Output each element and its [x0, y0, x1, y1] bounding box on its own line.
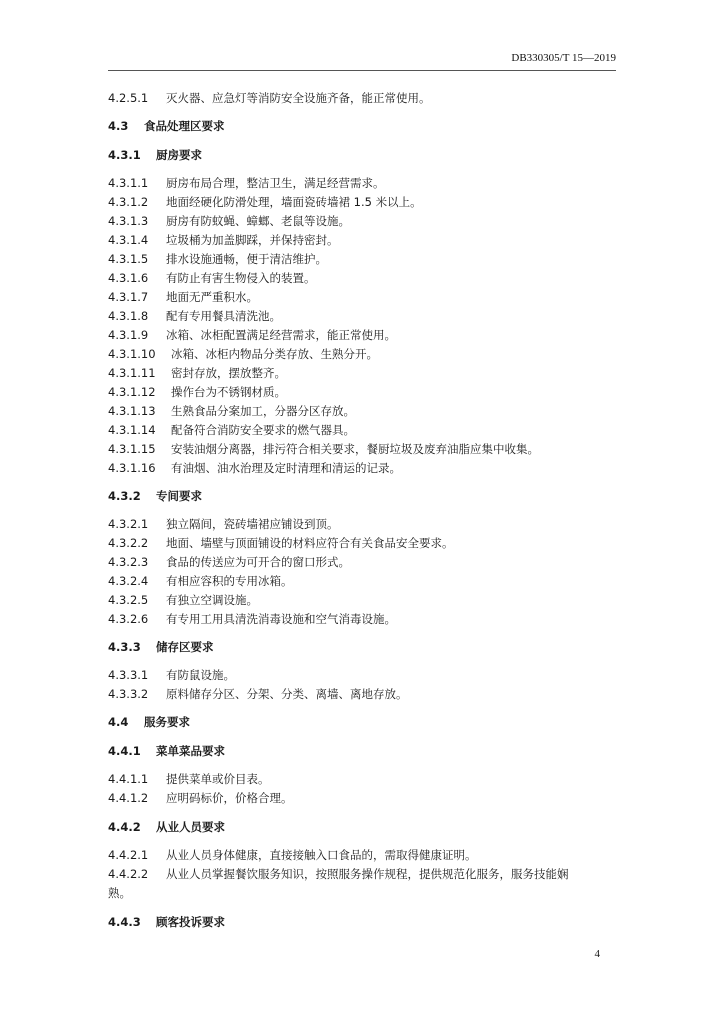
section-title: 专间要求: [156, 489, 202, 503]
clause-text: 从业人员掌握餐饮服务知识，按照服务操作规程，提供规范化服务，服务技能娴: [166, 867, 569, 881]
clause-text: 独立隔间，瓷砖墙裙应铺设到顶。: [166, 517, 339, 531]
clause-4-3-1-14: [108, 421, 620, 440]
clause-4-3-1-5: [108, 250, 620, 269]
clause-number: 4.4.1.1: [108, 772, 149, 786]
clause-number: 4.3.3.1: [108, 668, 149, 682]
clause-text: 地面无严重积水。: [166, 290, 258, 304]
clause-number: 4.3.1.3: [108, 214, 149, 228]
clause-4-3-1-7: [108, 288, 620, 307]
clause-4-3-1-12: [108, 383, 620, 402]
clause-4-2-5-1: [108, 89, 620, 108]
clause-number: 4.3.1.14: [108, 423, 156, 437]
section-4-4-3: [108, 913, 620, 932]
clause-text: 有独立空调设施。: [166, 593, 258, 607]
section-number: 4.3: [108, 119, 129, 133]
clause-number: 4.3.2.4: [108, 574, 149, 588]
clause-number: 4.3.2.6: [108, 612, 149, 626]
section-title: 厨房要求: [156, 148, 202, 162]
clause-4-3-2-3: [108, 553, 620, 572]
clause-number: 4.4.2.2: [108, 867, 149, 881]
clause-text: 冰箱、冰柜内物品分类存放、生熟分开。: [171, 347, 378, 361]
clause-text: 食品的传送应为可开合的窗口形式。: [166, 555, 350, 569]
clause-text: 地面、墙壁与顶面铺设的材料应符合有关食品安全要求。: [166, 536, 454, 550]
section-4-3: [108, 117, 620, 136]
section-title: 菜单菜品要求: [156, 744, 225, 758]
clause-number: 4.3.1.1: [108, 176, 149, 190]
section-title: 服务要求: [144, 715, 190, 729]
clause-4-3-1-3: [108, 212, 620, 231]
clause-text: 密封存放，摆放整齐。: [171, 366, 286, 380]
page-number: 4: [594, 948, 600, 960]
clause-text: 配备符合消防安全要求的燃气器具。: [171, 423, 355, 437]
clause-text: 原料储存分区、分架、分类、离墙、离地存放。: [166, 687, 408, 701]
clause-4-3-2-2: [108, 534, 620, 553]
clause-number: 4.3.3.2: [108, 687, 149, 701]
clause-text: 应明码标价，价格合理。: [166, 791, 293, 805]
clause-4-4-1-2: [108, 789, 620, 808]
clause-text: 排水设施通畅，便于清洁维护。: [166, 252, 327, 266]
clause-number: 4.4.1.2: [108, 791, 149, 805]
clause-number: 4.3.1.15: [108, 442, 156, 456]
clause-text: 有油烟、油水治理及定时清理和清运的记录。: [171, 461, 401, 475]
clause-4-3-2-1: [108, 515, 620, 534]
document-code: DB330305/T 15—2019: [511, 52, 616, 64]
clause-4-3-1-6: [108, 269, 620, 288]
clause-4-3-1-16: [108, 459, 620, 478]
clause-4-3-2-4: [108, 572, 620, 591]
section-number: 4.4.1: [108, 744, 141, 758]
clause-text: 有专用工用具清洗消毒设施和空气消毒设施。: [166, 612, 396, 626]
section-title: 食品处理区要求: [144, 119, 225, 133]
clause-text: 配有专用餐具清洗池。: [166, 309, 281, 323]
section-4-3-2: [108, 487, 620, 506]
clause-4-4-2-1: [108, 846, 620, 865]
clause-text: 有防鼠设施。: [166, 668, 235, 682]
section-number: 4.4.2: [108, 820, 141, 834]
section-number: 4.3.1: [108, 148, 141, 162]
section-4-3-1: [108, 146, 620, 165]
section-4-3-3: [108, 638, 620, 657]
clause-number: 4.3.1.7: [108, 290, 149, 304]
clause-number: 4.3.1.2: [108, 195, 149, 209]
section-number: 4.3.3: [108, 640, 141, 654]
clause-text: 提供菜单或价目表。: [166, 772, 270, 786]
clause-number: 4.3.1.8: [108, 309, 149, 323]
clause-text: 安装油烟分离器，排污符合相关要求，餐厨垃圾及废弃油脂应集中收集。: [171, 442, 539, 456]
clause-text: 冰箱、冰柜配置满足经营需求，能正常使用。: [166, 328, 396, 342]
clause-number: 4.3.1.16: [108, 461, 156, 475]
section-number: 4.4.3: [108, 915, 141, 929]
clause-4-3-1-11: [108, 364, 620, 383]
section-number: 4.4: [108, 715, 129, 729]
clause-4-3-2-6: [108, 610, 620, 629]
section-4-4-1: [108, 742, 620, 761]
section-title: 从业人员要求: [156, 820, 225, 834]
clause-4-4-2-2: [108, 865, 620, 884]
section-title: 顾客投诉要求: [156, 915, 225, 929]
clause-number: 4.3.2.2: [108, 536, 149, 550]
clause-number: 4.3.1.9: [108, 328, 149, 342]
clause-4-3-1-4: [108, 231, 620, 250]
section-4-4: [108, 713, 620, 732]
clause-4-3-1-9: [108, 326, 620, 345]
clause-text: 从业人员身体健康，直接接触入口食品的，需取得健康证明。: [166, 848, 477, 862]
clause-number: 4.3.2.5: [108, 593, 149, 607]
clause-text: 生熟食品分案加工，分器分区存放。: [171, 404, 355, 418]
clause-text: 垃圾桶为加盖脚踩，并保持密封。: [166, 233, 339, 247]
clause-4-3-1-15: [108, 440, 620, 459]
clause-text: 有防止有害生物侵入的装置。: [166, 271, 316, 285]
clause-number: 4.3.1.12: [108, 385, 156, 399]
section-4-4-2: [108, 818, 620, 837]
section-title: 储存区要求: [156, 640, 214, 654]
clause-number: 4.3.1.4: [108, 233, 149, 247]
clause-4-3-1-13: [108, 402, 620, 421]
clause-4-4-1-1: [108, 770, 620, 789]
clause-4-3-3-1: [108, 666, 620, 685]
clause-4-3-1-1: [108, 174, 620, 193]
clause-text: 操作台为不锈钢材质。: [171, 385, 286, 399]
clause-4-3-1-10: [108, 345, 620, 364]
clause-number: 4.3.2.3: [108, 555, 149, 569]
clause-text: 地面经硬化防滑处理，墙面瓷砖墙裙 1.5 米以上。: [166, 195, 422, 209]
header-rule: [108, 70, 616, 71]
clause-number: 4.3.1.10: [108, 347, 156, 361]
section-number: 4.3.2: [108, 489, 141, 503]
clause-4-3-1-8: [108, 307, 620, 326]
clause-text: 熟。: [108, 886, 131, 900]
clause-number: 4.3.1.5: [108, 252, 149, 266]
clause-4-3-2-5: [108, 591, 620, 610]
clause-text: 厨房布局合理，整洁卫生，满足经营需求。: [166, 176, 385, 190]
clause-number: 4.3.1.6: [108, 271, 149, 285]
clause-number: 4.2.5.1: [108, 91, 149, 105]
clause-text: 灭火器、应急灯等消防安全设施齐备，能正常使用。: [166, 91, 431, 105]
clause-number: 4.3.1.11: [108, 366, 156, 380]
clause-text: 有相应容积的专用冰箱。: [166, 574, 293, 588]
clause-4-4-2-2-continuation: [108, 884, 620, 903]
clause-number: 4.3.2.1: [108, 517, 149, 531]
clause-text: 厨房有防蚊蝇、蟑螂、老鼠等设施。: [166, 214, 350, 228]
clause-4-3-1-2: [108, 193, 620, 212]
clause-number: 4.3.1.13: [108, 404, 156, 418]
clause-number: 4.4.2.1: [108, 848, 149, 862]
clause-4-3-3-2: [108, 685, 620, 704]
